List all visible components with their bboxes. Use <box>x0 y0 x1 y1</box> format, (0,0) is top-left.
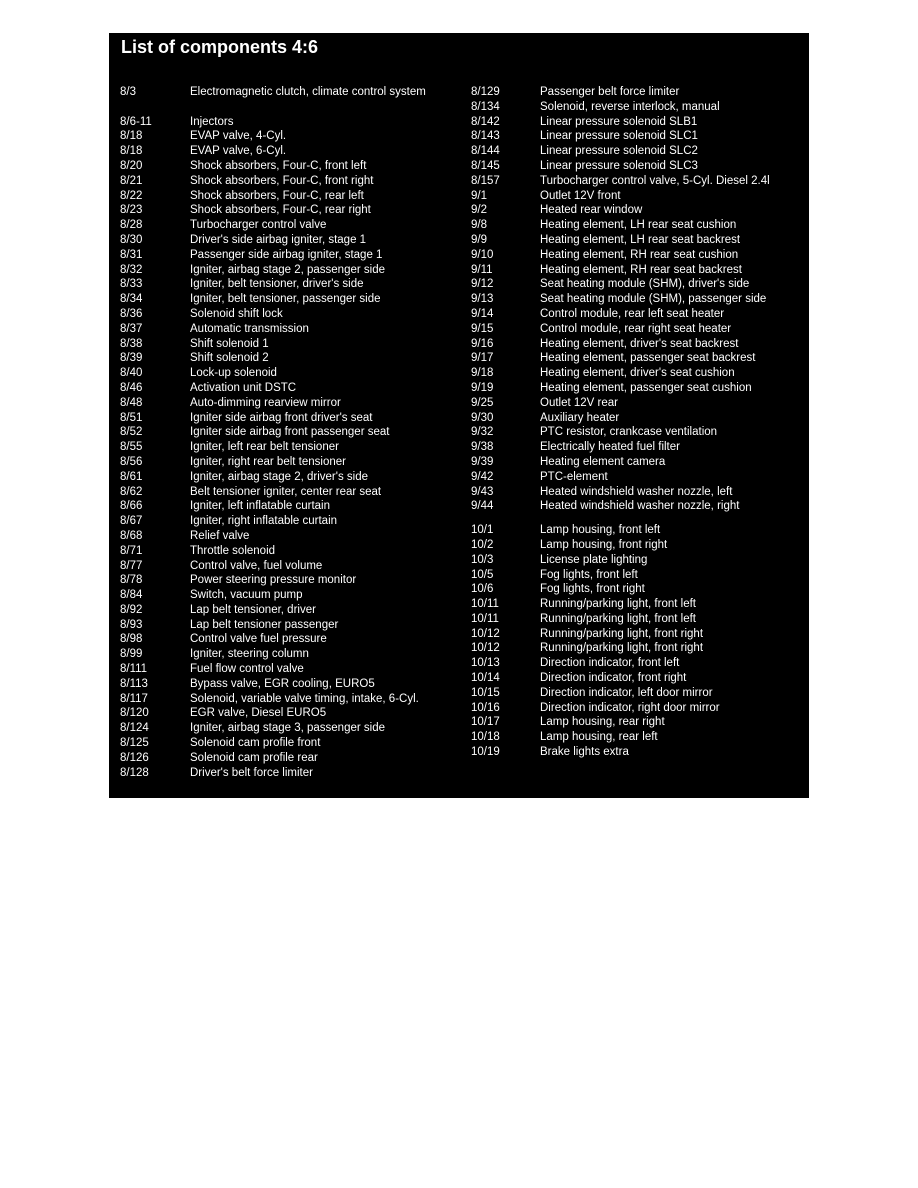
component-description: Igniter, airbag stage 2, driver's side <box>190 470 368 483</box>
component-description: Auxiliary heater <box>540 411 620 424</box>
component-description: Direction indicator, right door mirror <box>540 701 720 714</box>
component-description: Fog lights, front left <box>540 568 638 581</box>
component-description: Linear pressure solenoid SLC1 <box>540 130 698 143</box>
component-row <box>471 671 806 686</box>
component-description: Power steering pressure monitor <box>190 574 357 587</box>
component-row <box>120 366 460 381</box>
component-code: 8/31 <box>120 248 143 261</box>
component-description: Control valve fuel pressure <box>190 633 327 646</box>
component-description: Igniter, airbag stage 3, passenger side <box>190 722 385 735</box>
component-row <box>471 366 806 381</box>
component-code: 8/21 <box>120 174 143 187</box>
component-code: 9/2 <box>471 204 487 217</box>
component-code: 8/134 <box>471 100 500 113</box>
component-row <box>471 115 806 130</box>
component-row <box>120 573 460 588</box>
component-description: Shock absorbers, Four-C, front right <box>190 174 374 187</box>
component-description: Seat heating module (SHM), driver's side <box>540 278 750 291</box>
component-row <box>120 189 460 204</box>
component-description: Lap belt tensioner, driver <box>190 603 316 616</box>
component-row <box>120 233 460 248</box>
component-code: 8/39 <box>120 352 143 365</box>
component-row <box>120 277 460 292</box>
component-row <box>120 559 460 574</box>
component-description: Shock absorbers, Four-C, rear left <box>190 189 364 202</box>
component-code: 8/52 <box>120 426 143 439</box>
component-description: Seat heating module (SHM), passenger side <box>540 293 767 306</box>
component-description: Igniter, steering column <box>190 648 309 661</box>
component-description: Shift solenoid 2 <box>190 352 269 365</box>
component-row <box>120 751 460 766</box>
component-row <box>120 381 460 396</box>
component-code: 9/1 <box>471 189 487 202</box>
component-description: Shock absorbers, Four-C, rear right <box>190 204 371 217</box>
component-description: Injectors <box>190 115 234 128</box>
component-code: 8/40 <box>120 367 143 380</box>
component-code: 8/6-11 <box>120 115 152 128</box>
component-code: 9/18 <box>471 367 494 380</box>
component-row <box>471 597 806 612</box>
component-code: 9/17 <box>471 352 494 365</box>
component-description: Lock-up solenoid <box>190 367 277 380</box>
component-row <box>120 544 460 559</box>
component-row <box>471 292 806 307</box>
component-code: 8/125 <box>120 737 149 750</box>
component-code: 8/128 <box>120 766 149 779</box>
component-row <box>120 603 460 618</box>
component-description: Passenger side airbag igniter, stage 1 <box>190 248 383 261</box>
component-list-panel <box>109 33 809 798</box>
component-code: 8/111 <box>120 663 148 676</box>
component-description: Fog lights, front right <box>540 583 645 596</box>
component-code: 9/11 <box>471 263 493 276</box>
component-code: 8/142 <box>471 115 500 128</box>
component-code: 8/84 <box>120 589 143 602</box>
component-description: Solenoid cam profile front <box>190 737 321 750</box>
component-row <box>120 159 460 174</box>
component-code: 8/32 <box>120 263 143 276</box>
component-description: Igniter, right rear belt tensioner <box>190 455 346 468</box>
component-row <box>471 277 806 292</box>
component-code: 8/68 <box>120 529 143 542</box>
component-row <box>471 701 806 716</box>
component-code: 8/124 <box>120 722 149 735</box>
component-description: EVAP valve, 6-Cyl. <box>190 145 287 158</box>
component-code: 8/20 <box>120 159 143 172</box>
component-row <box>471 322 806 337</box>
component-code: 8/18 <box>120 130 143 143</box>
component-description: Electromagnetic clutch, climate control system <box>190 86 426 98</box>
component-row <box>471 189 806 204</box>
component-code: 10/15 <box>471 686 500 699</box>
component-row <box>471 523 806 538</box>
component-description: Auto-dimming rearview mirror <box>190 396 341 409</box>
component-code: 10/13 <box>471 657 500 670</box>
component-code: 9/12 <box>471 278 494 291</box>
component-row <box>471 730 806 745</box>
component-row <box>471 715 806 730</box>
component-description: Relief valve <box>190 529 250 542</box>
component-description: Activation unit DSTC <box>190 381 297 394</box>
component-code: 9/43 <box>471 485 494 498</box>
component-row <box>120 514 460 529</box>
component-row <box>471 381 806 396</box>
component-row <box>120 632 460 647</box>
component-description: Direction indicator, front right <box>540 672 687 685</box>
right-component-column <box>471 85 806 760</box>
component-row <box>120 322 460 337</box>
component-row <box>471 337 806 352</box>
component-code: 8/145 <box>471 159 500 172</box>
component-description: Turbocharger control valve, 5-Cyl. Diesel 2.4l <box>540 174 770 187</box>
component-description: EVAP valve, 4-Cyl. <box>190 130 287 143</box>
component-row <box>471 144 806 159</box>
component-code: 9/30 <box>471 411 494 424</box>
component-description: Solenoid, variable valve timing, intake, 6-Cyl. <box>190 692 419 705</box>
component-code: 8/144 <box>471 145 500 158</box>
component-row <box>120 174 460 189</box>
component-row <box>120 692 460 707</box>
component-code: 8/78 <box>120 574 143 587</box>
component-code: 9/19 <box>471 381 494 394</box>
component-code: 10/2 <box>471 538 494 551</box>
component-code: 10/3 <box>471 553 494 566</box>
component-row <box>471 568 806 583</box>
component-code: 10/19 <box>471 746 500 759</box>
component-description: Igniter side airbag front driver's seat <box>190 411 373 424</box>
component-description: Running/parking light, front right <box>540 627 704 640</box>
component-row <box>120 706 460 721</box>
component-code: 8/38 <box>120 337 143 350</box>
component-row <box>471 85 806 100</box>
component-description: Direction indicator, front left <box>540 657 680 670</box>
page-title: List of components 4:6 <box>121 37 319 57</box>
component-row <box>120 248 460 263</box>
component-row <box>471 351 806 366</box>
component-row <box>120 499 460 514</box>
component-description: Lamp housing, front left <box>540 524 661 537</box>
component-row <box>471 686 806 701</box>
component-row <box>471 411 806 426</box>
component-description: Bypass valve, EGR cooling, EURO5 <box>190 677 375 690</box>
component-row <box>120 307 460 322</box>
component-description: Solenoid shift lock <box>190 307 283 320</box>
component-description: Solenoid cam profile rear <box>190 751 318 764</box>
component-row <box>471 656 806 671</box>
component-description: Belt tensioner igniter, center rear seat <box>190 485 382 498</box>
component-code: 8/37 <box>120 322 143 335</box>
component-description: Lamp housing, rear right <box>540 716 665 729</box>
component-code: 8/99 <box>120 648 143 661</box>
component-description: Heated windshield washer nozzle, right <box>540 500 740 513</box>
component-code: 8/67 <box>120 515 143 528</box>
component-description: Igniter, left rear belt tensioner <box>190 441 339 454</box>
component-code: 8/93 <box>120 618 143 631</box>
component-row <box>471 499 806 514</box>
component-description: Heating element, RH rear seat cushion <box>540 248 739 261</box>
component-description: Solenoid, reverse interlock, manual <box>540 100 720 113</box>
component-row <box>471 129 806 144</box>
component-row <box>120 85 460 115</box>
component-row <box>120 115 460 130</box>
component-row <box>120 662 460 677</box>
component-code: 10/1 <box>471 524 494 537</box>
component-description: Heating element camera <box>540 455 666 468</box>
component-row <box>120 203 460 218</box>
component-code: 9/38 <box>471 441 494 454</box>
component-row <box>471 100 806 115</box>
component-row <box>471 538 806 553</box>
component-code: 9/8 <box>471 219 487 232</box>
component-code: 8/143 <box>471 130 500 143</box>
component-row <box>471 263 806 278</box>
component-description: Outlet 12V rear <box>540 396 618 409</box>
component-description: Heating element, RH rear seat backrest <box>540 263 742 276</box>
component-row <box>471 233 806 248</box>
component-description: Running/parking light, front left <box>540 612 696 625</box>
component-row <box>120 766 460 781</box>
component-code: 10/5 <box>471 568 494 581</box>
component-row <box>120 263 460 278</box>
component-description: Igniter, airbag stage 2, passenger side <box>190 263 385 276</box>
component-code: 9/15 <box>471 322 494 335</box>
component-row <box>471 174 806 189</box>
component-row <box>120 337 460 352</box>
component-row <box>471 582 806 597</box>
component-code: 10/18 <box>471 731 500 744</box>
component-row <box>471 425 806 440</box>
component-row <box>120 455 460 470</box>
component-code: 8/117 <box>120 692 148 705</box>
component-description: Driver's side airbag igniter, stage 1 <box>190 233 367 246</box>
component-description: Running/parking light, front right <box>540 642 704 655</box>
component-code: 9/9 <box>471 233 487 246</box>
component-code: 8/61 <box>120 470 143 483</box>
component-description: Switch, vacuum pump <box>190 589 303 602</box>
component-row <box>120 440 460 455</box>
component-code: 10/16 <box>471 701 500 714</box>
component-code: 9/14 <box>471 307 494 320</box>
component-row <box>120 292 460 307</box>
component-code: 8/120 <box>120 707 149 720</box>
component-description: Igniter, left inflatable curtain <box>190 500 330 513</box>
component-code: 8/98 <box>120 633 143 646</box>
component-row <box>471 307 806 322</box>
component-row <box>471 218 806 233</box>
component-code: 9/32 <box>471 426 494 439</box>
component-code: 9/39 <box>471 455 494 468</box>
component-code: 8/34 <box>120 293 143 306</box>
component-row <box>120 618 460 633</box>
component-description: Heating element, LH rear seat backrest <box>540 233 741 246</box>
component-row <box>120 470 460 485</box>
component-description: PTC-element <box>540 470 608 483</box>
component-row <box>471 248 806 263</box>
component-description: Turbocharger control valve <box>190 219 327 232</box>
component-code: 9/10 <box>471 248 494 261</box>
component-row <box>471 440 806 455</box>
component-code: 9/13 <box>471 293 494 306</box>
component-code: 8/28 <box>120 219 143 232</box>
component-code: 9/25 <box>471 396 494 409</box>
component-row <box>471 396 806 411</box>
component-code: 8/46 <box>120 381 143 394</box>
component-description: EGR valve, Diesel EURO5 <box>190 707 327 720</box>
component-code: 10/14 <box>471 672 500 685</box>
component-description: Heating element, passenger seat cushion <box>540 381 752 394</box>
component-description: Igniter, belt tensioner, driver's side <box>190 278 364 291</box>
component-code: 8/48 <box>120 396 143 409</box>
component-description: Linear pressure solenoid SLC3 <box>540 159 698 172</box>
component-row <box>471 485 806 500</box>
component-row <box>120 396 460 411</box>
component-description: Heating element, passenger seat backrest <box>540 352 756 365</box>
component-row <box>120 721 460 736</box>
component-code: 8/51 <box>120 411 143 424</box>
component-code: 8/23 <box>120 204 143 217</box>
component-description: Heating element, LH rear seat cushion <box>540 219 737 232</box>
component-description: Shift solenoid 1 <box>190 337 269 350</box>
component-description: Heated windshield washer nozzle, left <box>540 485 733 498</box>
component-description: Brake lights extra <box>540 746 629 759</box>
component-description: Lamp housing, rear left <box>540 731 658 744</box>
component-description: Fuel flow control valve <box>190 663 304 676</box>
component-code: 8/36 <box>120 307 143 320</box>
component-description: Linear pressure solenoid SLC2 <box>540 145 698 158</box>
component-description: Throttle solenoid <box>190 544 276 557</box>
component-description: Passenger belt force limiter <box>540 86 680 98</box>
component-row <box>471 612 806 627</box>
component-row <box>471 455 806 470</box>
component-description: Heating element, driver's seat cushion <box>540 367 735 380</box>
component-row <box>471 745 806 760</box>
component-description: License plate lighting <box>540 553 648 566</box>
component-code: 10/11 <box>471 612 499 625</box>
component-row <box>120 485 460 500</box>
component-code: 8/33 <box>120 278 143 291</box>
component-row <box>120 351 460 366</box>
component-code: 8/77 <box>120 559 143 572</box>
component-description: Heated rear window <box>540 204 643 217</box>
component-description: Driver's belt force limiter <box>190 766 313 779</box>
component-code: 10/6 <box>471 583 494 596</box>
component-description: PTC resistor, crankcase ventilation <box>540 426 718 439</box>
component-code: 9/16 <box>471 337 494 350</box>
component-row <box>120 736 460 751</box>
component-row <box>471 553 806 568</box>
component-description: Electrically heated fuel filter <box>540 441 680 454</box>
component-row <box>120 647 460 662</box>
component-row <box>120 411 460 426</box>
component-code: 8/157 <box>471 174 500 187</box>
component-row <box>471 159 806 174</box>
component-code: 8/113 <box>120 677 148 690</box>
component-description: Igniter, right inflatable curtain <box>190 515 338 528</box>
component-row <box>120 129 460 144</box>
component-row <box>120 144 460 159</box>
component-row <box>120 529 460 544</box>
component-code: 8/126 <box>120 751 149 764</box>
component-row <box>120 425 460 440</box>
component-code: 8/56 <box>120 455 143 468</box>
component-code: 8/71 <box>120 544 143 557</box>
component-description: Lamp housing, front right <box>540 538 668 551</box>
component-row <box>471 627 806 642</box>
component-description: Control module, rear right seat heater <box>540 322 732 335</box>
component-row <box>120 588 460 603</box>
left-component-column <box>120 85 460 780</box>
component-row <box>120 218 460 233</box>
component-code: 10/17 <box>471 716 500 729</box>
component-description: Igniter, belt tensioner, passenger side <box>190 293 381 306</box>
component-code: 8/55 <box>120 441 143 454</box>
component-code: 10/12 <box>471 642 500 655</box>
component-row <box>471 203 806 218</box>
component-code: 9/42 <box>471 470 494 483</box>
component-row <box>471 470 806 485</box>
component-code: 10/11 <box>471 598 499 611</box>
component-description: Direction indicator, left door mirror <box>540 686 713 699</box>
component-description: Control module, rear left seat heater <box>540 307 725 320</box>
component-row <box>471 641 806 656</box>
component-description: Control valve, fuel volume <box>190 559 323 572</box>
component-code: 8/92 <box>120 603 143 616</box>
component-row <box>120 677 460 692</box>
component-code: 9/44 <box>471 500 494 513</box>
component-code: 8/3 <box>120 86 136 98</box>
component-code: 8/22 <box>120 189 143 202</box>
component-description: Running/parking light, front left <box>540 598 696 611</box>
component-code: 8/129 <box>471 86 500 98</box>
component-description: Outlet 12V front <box>540 189 621 202</box>
component-code: 8/30 <box>120 233 143 246</box>
component-code: 8/62 <box>120 485 143 498</box>
component-description: Lap belt tensioner passenger <box>190 618 339 631</box>
component-code: 10/12 <box>471 627 500 640</box>
component-description: Shock absorbers, Four-C, front left <box>190 159 367 172</box>
component-description: Linear pressure solenoid SLB1 <box>540 115 698 128</box>
component-code: 8/66 <box>120 500 143 513</box>
component-code: 8/18 <box>120 145 143 158</box>
component-description: Igniter side airbag front passenger seat <box>190 426 390 439</box>
component-description: Heating element, driver's seat backrest <box>540 337 739 350</box>
component-description: Automatic transmission <box>190 322 309 335</box>
